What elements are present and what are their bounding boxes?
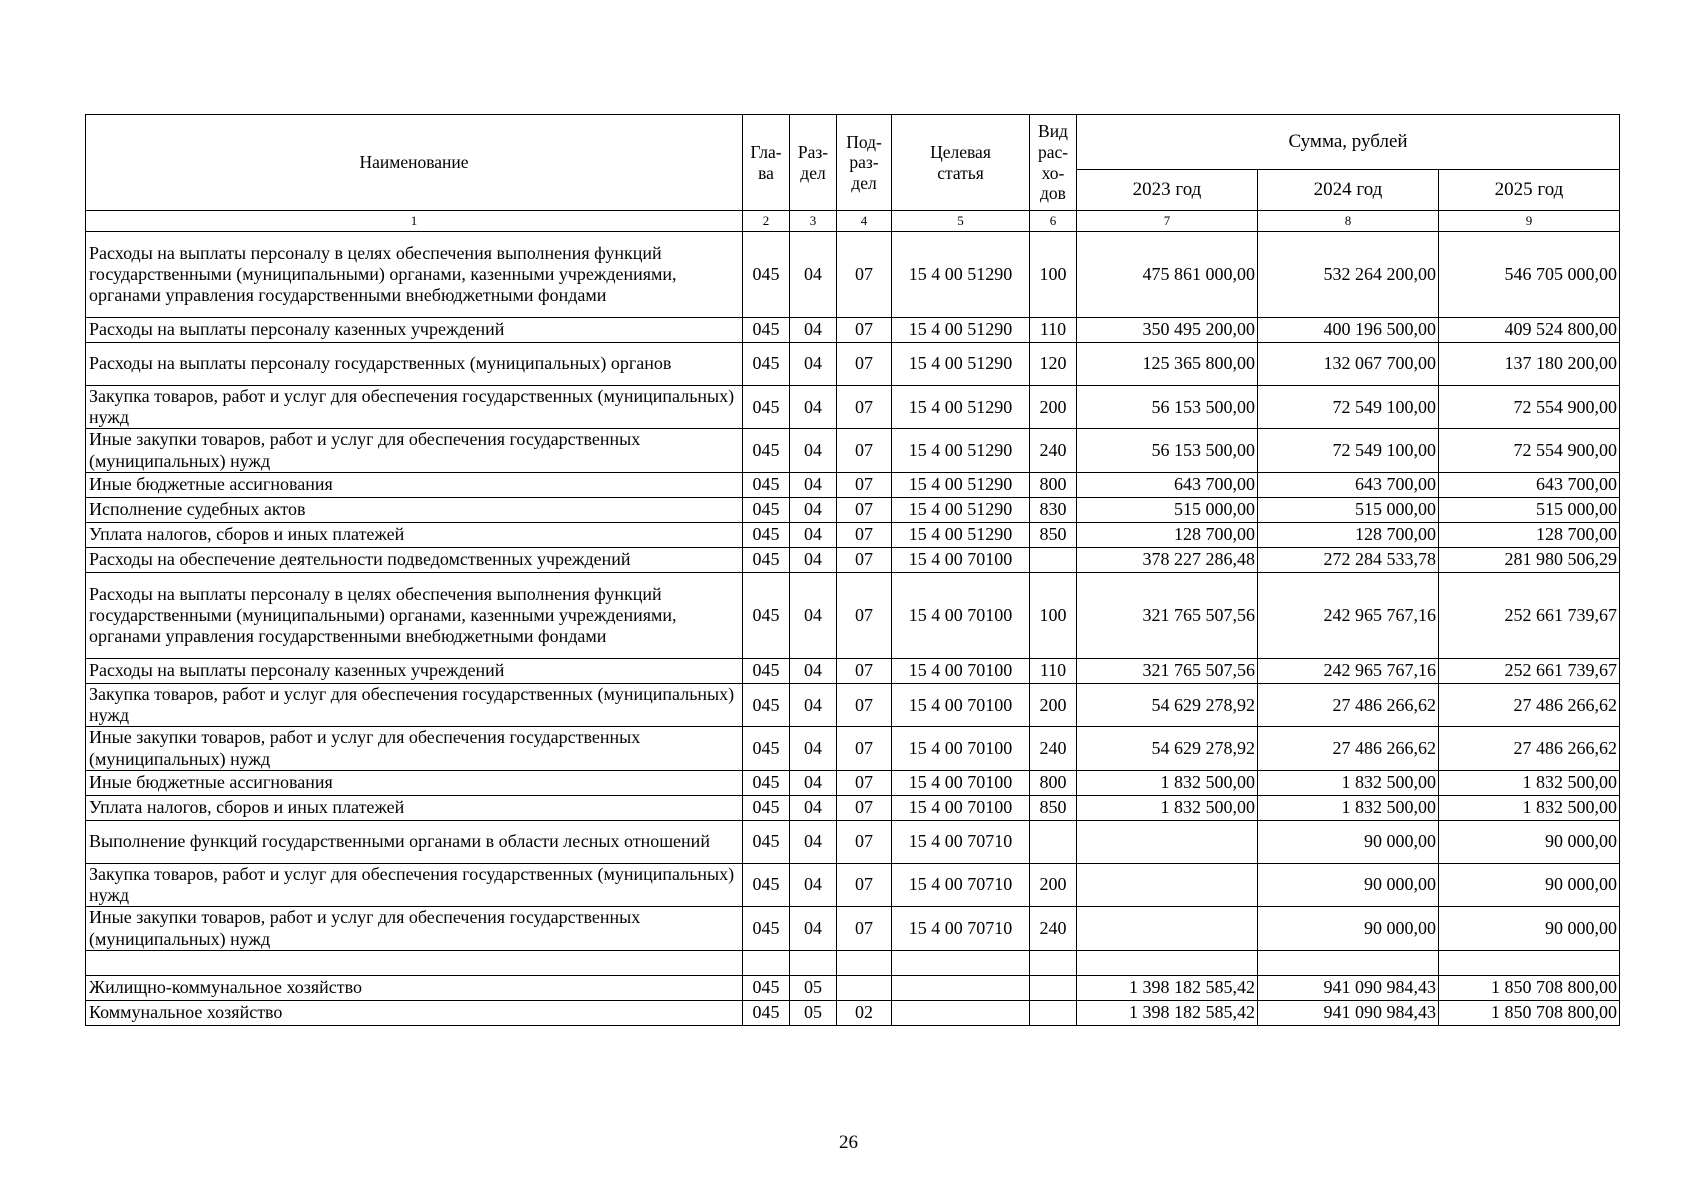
header-razdel: Раз- дел <box>790 115 837 211</box>
row-sum-2024-cell: 1 832 500,00 <box>1258 795 1439 820</box>
header-name: Наименование <box>86 115 743 211</box>
row-glava-cell: 045 <box>743 770 790 795</box>
row-vid-rashodov-cell: 830 <box>1030 497 1077 522</box>
row-sum-2024-cell: 515 000,00 <box>1258 497 1439 522</box>
row-vid-rashodov-cell: 120 <box>1030 343 1077 386</box>
row-podrazdel-cell: 07 <box>837 343 892 386</box>
row-sum-2023-cell: 378 227 286,48 <box>1077 547 1258 572</box>
row-name-cell: Исполнение судебных актов <box>86 497 743 522</box>
row-sum-2023-cell <box>1077 907 1258 950</box>
table-row <box>86 1000 1620 1025</box>
row-celevaya-statya-cell: 15 4 00 70710 <box>892 863 1030 906</box>
row-glava-cell: 045 <box>743 1000 790 1025</box>
row-razdel-cell: 04 <box>790 497 837 522</box>
row-name-cell: Расходы на выплаты персоналу в целях обеспечения выполнения функций государственными (муниципальными) органами, казенными учреждениями, органами управления государственными внебюджетными фондами <box>86 232 743 318</box>
header-celevaya-statya: Целевая статья <box>892 115 1030 211</box>
row-sum-2025-cell: 643 700,00 <box>1439 472 1620 497</box>
row-celevaya-statya-cell: 15 4 00 70100 <box>892 572 1030 658</box>
row-glava-cell: 045 <box>743 863 790 906</box>
row-vid-rashodov-cell <box>1030 547 1077 572</box>
column-number-cell: 6 <box>1030 211 1077 232</box>
row-razdel-cell: 04 <box>790 318 837 343</box>
table-row <box>86 572 1620 658</box>
row-vid-rashodov-cell: 110 <box>1030 658 1077 683</box>
row-sum-2023-cell: 1 398 182 585,42 <box>1077 1000 1258 1025</box>
row-podrazdel-cell: 07 <box>837 547 892 572</box>
row-podrazdel-cell: 07 <box>837 863 892 906</box>
row-name-cell: Расходы на обеспечение деятельности подведомственных учреждений <box>86 547 743 572</box>
header-vid-rashodov: Вид рас- хо- дов <box>1030 115 1077 211</box>
table-row <box>86 522 1620 547</box>
row-razdel-cell: 05 <box>790 975 837 1000</box>
row-name-cell: Расходы на выплаты персоналу казенных учреждений <box>86 658 743 683</box>
row-sum-2023-cell: 54 629 278,92 <box>1077 727 1258 770</box>
row-podrazdel-cell: 07 <box>837 727 892 770</box>
row-glava-cell: 045 <box>743 683 790 726</box>
row-celevaya-statya-cell: 15 4 00 70710 <box>892 820 1030 863</box>
row-sum-2024-cell: 90 000,00 <box>1258 907 1439 950</box>
table-row <box>86 863 1620 906</box>
table-row <box>86 429 1620 472</box>
row-sum-2025-cell: 27 486 266,62 <box>1439 727 1620 770</box>
row-podrazdel-cell: 07 <box>837 820 892 863</box>
row-podrazdel-cell: 07 <box>837 232 892 318</box>
row-sum-2023-cell <box>1077 950 1258 975</box>
row-name-cell: Уплата налогов, сборов и иных платежей <box>86 522 743 547</box>
row-razdel-cell: 05 <box>790 1000 837 1025</box>
row-name-cell: Расходы на выплаты персоналу казенных учреждений <box>86 318 743 343</box>
row-razdel-cell: 04 <box>790 683 837 726</box>
row-name-cell: Иные закупки товаров, работ и услуг для обеспечения государственных (муниципальных) нужд <box>86 907 743 950</box>
row-name-cell: Закупка товаров, работ и услуг для обеспечения государственных (муниципальных) нужд <box>86 863 743 906</box>
row-name-cell: Коммунальное хозяйство <box>86 1000 743 1025</box>
row-vid-rashodov-cell: 800 <box>1030 472 1077 497</box>
header-podrazdel: Под- раз- дел <box>837 115 892 211</box>
row-name-cell: Закупка товаров, работ и услуг для обеспечения государственных (муниципальных) нужд <box>86 386 743 429</box>
table-row <box>86 547 1620 572</box>
column-number-cell: 5 <box>892 211 1030 232</box>
row-razdel-cell: 04 <box>790 770 837 795</box>
row-sum-2025-cell: 1 850 708 800,00 <box>1439 1000 1620 1025</box>
row-sum-2024-cell: 128 700,00 <box>1258 522 1439 547</box>
row-razdel-cell: 04 <box>790 658 837 683</box>
row-celevaya-statya-cell: 15 4 00 70100 <box>892 658 1030 683</box>
row-sum-2023-cell: 1 832 500,00 <box>1077 795 1258 820</box>
row-podrazdel-cell: 07 <box>837 907 892 950</box>
row-glava-cell: 045 <box>743 975 790 1000</box>
row-vid-rashodov-cell: 100 <box>1030 572 1077 658</box>
row-sum-2024-cell <box>1258 950 1439 975</box>
row-vid-rashodov-cell: 240 <box>1030 429 1077 472</box>
row-vid-rashodov-cell: 110 <box>1030 318 1077 343</box>
row-razdel-cell: 04 <box>790 727 837 770</box>
row-celevaya-statya-cell <box>892 950 1030 975</box>
row-sum-2025-cell: 90 000,00 <box>1439 863 1620 906</box>
row-sum-2025-cell: 546 705 000,00 <box>1439 232 1620 318</box>
row-sum-2023-cell: 515 000,00 <box>1077 497 1258 522</box>
row-razdel-cell: 04 <box>790 343 837 386</box>
row-razdel-cell: 04 <box>790 863 837 906</box>
row-razdel-cell: 04 <box>790 795 837 820</box>
row-glava-cell: 045 <box>743 907 790 950</box>
row-vid-rashodov-cell: 850 <box>1030 795 1077 820</box>
row-sum-2023-cell: 1 398 182 585,42 <box>1077 975 1258 1000</box>
row-vid-rashodov-cell: 100 <box>1030 232 1077 318</box>
header-year-2023: 2023 год <box>1077 170 1258 211</box>
row-podrazdel-cell: 07 <box>837 572 892 658</box>
row-vid-rashodov-cell: 240 <box>1030 727 1077 770</box>
row-razdel-cell: 04 <box>790 907 837 950</box>
row-razdel-cell: 04 <box>790 572 837 658</box>
table-row <box>86 232 1620 318</box>
row-sum-2024-cell: 941 090 984,43 <box>1258 1000 1439 1025</box>
table-row <box>86 386 1620 429</box>
row-podrazdel-cell: 07 <box>837 472 892 497</box>
row-glava-cell: 045 <box>743 497 790 522</box>
row-vid-rashodov-cell: 800 <box>1030 770 1077 795</box>
row-sum-2025-cell: 137 180 200,00 <box>1439 343 1620 386</box>
row-podrazdel-cell: 07 <box>837 497 892 522</box>
row-celevaya-statya-cell: 15 4 00 70100 <box>892 795 1030 820</box>
row-sum-2023-cell: 56 153 500,00 <box>1077 386 1258 429</box>
row-sum-2024-cell: 27 486 266,62 <box>1258 727 1439 770</box>
row-podrazdel-cell: 07 <box>837 795 892 820</box>
row-name-cell: Расходы на выплаты персоналу в целях обеспечения выполнения функций государственными (муниципальными) органами, казенными учреждениями, органами управления государственными внебюджетными фондами <box>86 572 743 658</box>
row-sum-2023-cell: 56 153 500,00 <box>1077 429 1258 472</box>
budget-table <box>85 114 1620 1026</box>
row-sum-2024-cell: 242 965 767,16 <box>1258 572 1439 658</box>
row-celevaya-statya-cell: 15 4 00 70100 <box>892 727 1030 770</box>
page-number: 26 <box>839 1132 858 1153</box>
row-podrazdel-cell: 07 <box>837 318 892 343</box>
row-celevaya-statya-cell: 15 4 00 70100 <box>892 683 1030 726</box>
row-vid-rashodov-cell <box>1030 975 1077 1000</box>
row-razdel-cell <box>790 950 837 975</box>
row-celevaya-statya-cell: 15 4 00 51290 <box>892 343 1030 386</box>
row-sum-2025-cell: 1 832 500,00 <box>1439 770 1620 795</box>
row-razdel-cell: 04 <box>790 232 837 318</box>
header-glava: Гла- ва <box>743 115 790 211</box>
row-glava-cell: 045 <box>743 318 790 343</box>
row-celevaya-statya-cell: 15 4 00 51290 <box>892 318 1030 343</box>
row-podrazdel-cell: 07 <box>837 522 892 547</box>
row-sum-2023-cell: 1 832 500,00 <box>1077 770 1258 795</box>
row-sum-2025-cell: 1 850 708 800,00 <box>1439 975 1620 1000</box>
table-row <box>86 683 1620 726</box>
header-year-2025: 2025 год <box>1439 170 1620 211</box>
row-sum-2025-cell: 90 000,00 <box>1439 820 1620 863</box>
row-sum-2025-cell: 515 000,00 <box>1439 497 1620 522</box>
row-name-cell: Иные бюджетные ассигнования <box>86 472 743 497</box>
row-sum-2024-cell: 90 000,00 <box>1258 820 1439 863</box>
table-row <box>86 318 1620 343</box>
row-sum-2023-cell: 128 700,00 <box>1077 522 1258 547</box>
column-number-cell: 3 <box>790 211 837 232</box>
row-vid-rashodov-cell: 200 <box>1030 683 1077 726</box>
row-glava-cell: 045 <box>743 429 790 472</box>
row-sum-2024-cell: 400 196 500,00 <box>1258 318 1439 343</box>
row-celevaya-statya-cell: 15 4 00 70710 <box>892 907 1030 950</box>
row-podrazdel-cell: 07 <box>837 429 892 472</box>
row-sum-2025-cell: 252 661 739,67 <box>1439 658 1620 683</box>
row-podrazdel-cell: 07 <box>837 770 892 795</box>
row-sum-2023-cell: 475 861 000,00 <box>1077 232 1258 318</box>
row-sum-2024-cell: 532 264 200,00 <box>1258 232 1439 318</box>
row-podrazdel-cell: 07 <box>837 683 892 726</box>
column-number-cell: 2 <box>743 211 790 232</box>
row-celevaya-statya-cell: 15 4 00 70100 <box>892 770 1030 795</box>
row-razdel-cell: 04 <box>790 386 837 429</box>
row-sum-2023-cell: 350 495 200,00 <box>1077 318 1258 343</box>
row-sum-2023-cell: 321 765 507,56 <box>1077 658 1258 683</box>
row-name-cell: Иные закупки товаров, работ и услуг для обеспечения государственных (муниципальных) нужд <box>86 727 743 770</box>
row-glava-cell: 045 <box>743 232 790 318</box>
row-glava-cell: 045 <box>743 795 790 820</box>
row-glava-cell: 045 <box>743 522 790 547</box>
row-podrazdel-cell: 02 <box>837 1000 892 1025</box>
row-sum-2024-cell: 643 700,00 <box>1258 472 1439 497</box>
header-summa: Сумма, рублей <box>1077 115 1620 170</box>
row-sum-2025-cell: 72 554 900,00 <box>1439 429 1620 472</box>
row-razdel-cell: 04 <box>790 429 837 472</box>
row-razdel-cell: 04 <box>790 547 837 572</box>
row-sum-2024-cell: 272 284 533,78 <box>1258 547 1439 572</box>
row-podrazdel-cell: 07 <box>837 658 892 683</box>
row-sum-2024-cell: 941 090 984,43 <box>1258 975 1439 1000</box>
row-celevaya-statya-cell: 15 4 00 51290 <box>892 386 1030 429</box>
table-row <box>86 950 1620 975</box>
row-celevaya-statya-cell: 15 4 00 51290 <box>892 429 1030 472</box>
row-glava-cell: 045 <box>743 727 790 770</box>
row-name-cell <box>86 950 743 975</box>
column-number-cell: 7 <box>1077 211 1258 232</box>
row-vid-rashodov-cell: 240 <box>1030 907 1077 950</box>
column-numbers-row <box>86 211 1620 232</box>
row-sum-2023-cell: 643 700,00 <box>1077 472 1258 497</box>
row-podrazdel-cell: 07 <box>837 386 892 429</box>
row-sum-2023-cell <box>1077 863 1258 906</box>
row-celevaya-statya-cell <box>892 1000 1030 1025</box>
column-number-cell: 8 <box>1258 211 1439 232</box>
table-row <box>86 343 1620 386</box>
row-sum-2025-cell: 27 486 266,62 <box>1439 683 1620 726</box>
row-sum-2025-cell: 90 000,00 <box>1439 907 1620 950</box>
row-name-cell: Выполнение функций государственными органами в области лесных отношений <box>86 820 743 863</box>
row-name-cell: Жилищно-коммунальное хозяйство <box>86 975 743 1000</box>
row-glava-cell: 045 <box>743 343 790 386</box>
row-celevaya-statya-cell: 15 4 00 51290 <box>892 472 1030 497</box>
table-row <box>86 727 1620 770</box>
row-glava-cell: 045 <box>743 658 790 683</box>
row-celevaya-statya-cell: 15 4 00 51290 <box>892 522 1030 547</box>
row-sum-2024-cell: 27 486 266,62 <box>1258 683 1439 726</box>
row-sum-2024-cell: 72 549 100,00 <box>1258 429 1439 472</box>
row-glava-cell: 045 <box>743 472 790 497</box>
table-row <box>86 658 1620 683</box>
row-celevaya-statya-cell <box>892 975 1030 1000</box>
row-name-cell: Иные бюджетные ассигнования <box>86 770 743 795</box>
budget-document <box>85 114 1619 1026</box>
table-row <box>86 472 1620 497</box>
header-year-2024: 2024 год <box>1258 170 1439 211</box>
row-sum-2023-cell <box>1077 820 1258 863</box>
table-row <box>86 795 1620 820</box>
row-sum-2025-cell: 409 524 800,00 <box>1439 318 1620 343</box>
row-sum-2024-cell: 72 549 100,00 <box>1258 386 1439 429</box>
row-glava-cell: 045 <box>743 572 790 658</box>
row-sum-2023-cell: 125 365 800,00 <box>1077 343 1258 386</box>
column-number-cell: 4 <box>837 211 892 232</box>
column-number-cell: 1 <box>86 211 743 232</box>
row-sum-2025-cell <box>1439 950 1620 975</box>
row-vid-rashodov-cell <box>1030 1000 1077 1025</box>
row-podrazdel-cell <box>837 950 892 975</box>
row-sum-2025-cell: 72 554 900,00 <box>1439 386 1620 429</box>
row-sum-2023-cell: 54 629 278,92 <box>1077 683 1258 726</box>
row-celevaya-statya-cell: 15 4 00 51290 <box>892 497 1030 522</box>
row-name-cell: Расходы на выплаты персоналу государственных (муниципальных) органов <box>86 343 743 386</box>
row-sum-2025-cell: 281 980 506,29 <box>1439 547 1620 572</box>
row-vid-rashodov-cell: 200 <box>1030 863 1077 906</box>
row-sum-2023-cell: 321 765 507,56 <box>1077 572 1258 658</box>
row-sum-2025-cell: 128 700,00 <box>1439 522 1620 547</box>
row-razdel-cell: 04 <box>790 522 837 547</box>
row-name-cell: Уплата налогов, сборов и иных платежей <box>86 795 743 820</box>
table-row <box>86 770 1620 795</box>
row-celevaya-statya-cell: 15 4 00 51290 <box>892 232 1030 318</box>
row-sum-2024-cell: 90 000,00 <box>1258 863 1439 906</box>
header-row <box>86 115 1620 170</box>
row-sum-2025-cell: 1 832 500,00 <box>1439 795 1620 820</box>
row-vid-rashodov-cell <box>1030 950 1077 975</box>
row-podrazdel-cell <box>837 975 892 1000</box>
row-sum-2024-cell: 132 067 700,00 <box>1258 343 1439 386</box>
table-row <box>86 975 1620 1000</box>
row-sum-2024-cell: 242 965 767,16 <box>1258 658 1439 683</box>
row-vid-rashodov-cell: 850 <box>1030 522 1077 547</box>
row-name-cell: Закупка товаров, работ и услуг для обеспечения государственных (муниципальных) нужд <box>86 683 743 726</box>
row-name-cell: Иные закупки товаров, работ и услуг для обеспечения государственных (муниципальных) нужд <box>86 429 743 472</box>
table-row <box>86 820 1620 863</box>
row-razdel-cell: 04 <box>790 472 837 497</box>
row-glava-cell: 045 <box>743 386 790 429</box>
row-glava-cell <box>743 950 790 975</box>
row-vid-rashodov-cell <box>1030 820 1077 863</box>
row-glava-cell: 045 <box>743 547 790 572</box>
row-vid-rashodov-cell: 200 <box>1030 386 1077 429</box>
row-glava-cell: 045 <box>743 820 790 863</box>
table-row <box>86 907 1620 950</box>
row-celevaya-statya-cell: 15 4 00 70100 <box>892 547 1030 572</box>
row-razdel-cell: 04 <box>790 820 837 863</box>
column-number-cell: 9 <box>1439 211 1620 232</box>
row-sum-2024-cell: 1 832 500,00 <box>1258 770 1439 795</box>
row-sum-2025-cell: 252 661 739,67 <box>1439 572 1620 658</box>
table-row <box>86 497 1620 522</box>
